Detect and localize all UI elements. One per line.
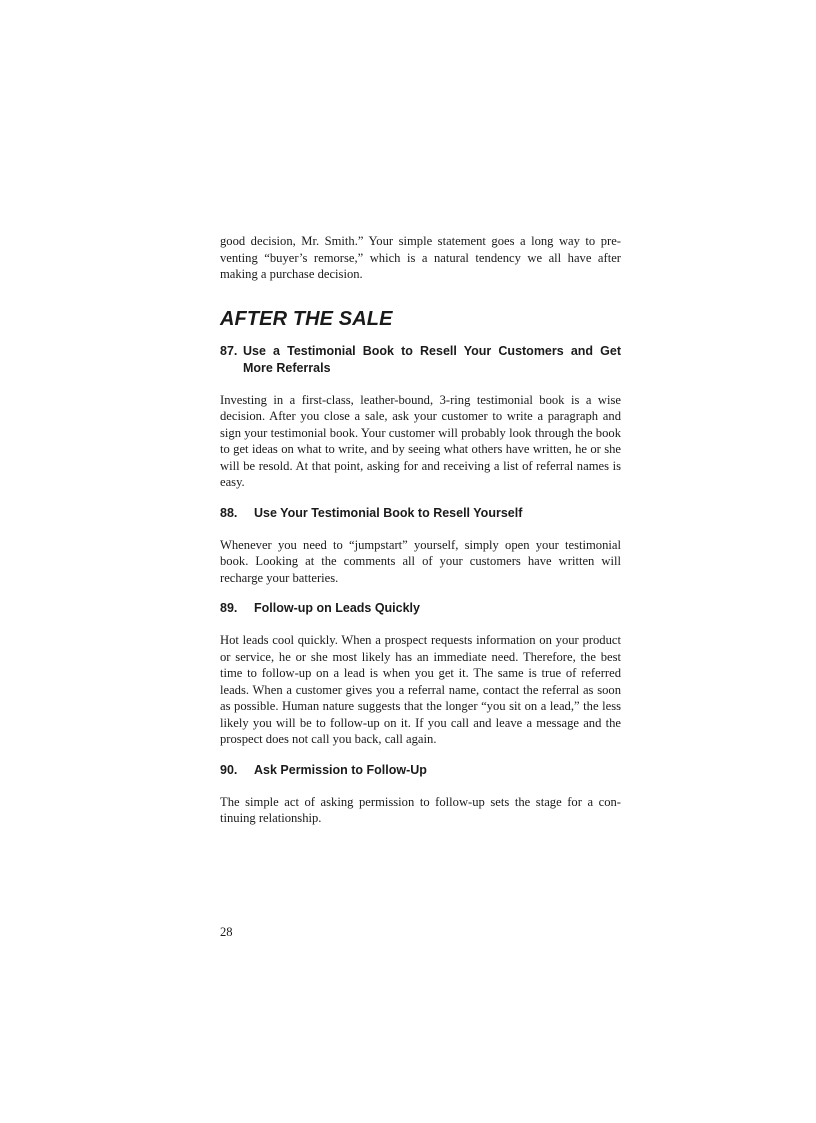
item-title: Follow-up on Leads Quickly <box>254 601 420 615</box>
intro-paragraph: good decision, Mr. Smith.” Your simple statement goes a long way to preventing “buyer’s remorse,” which is a natural tendency we all have after making a purchase decision. <box>220 234 621 281</box>
item-heading-89 <box>220 600 621 617</box>
section-heading: AFTER THE SALE <box>220 307 393 330</box>
item-number: 89. <box>220 601 238 615</box>
item-title: Use a Testimonial Book to Resell Your Customers and Get More Referrals <box>243 343 621 375</box>
item-body-88: Whenever you need to “jumpstart” yourself, simply open your testimonial book. Looking at the comments all of your customers have written will recharge your batteries. <box>220 537 621 585</box>
item-heading-88 <box>220 505 621 522</box>
item-body-89: Hot leads cool quickly. When a prospect requests information on your product or service, he or she most likely has an immediate need. Therefore, the best time to follow-up on a lead is when you get it. The same is true of referred leads. When a customer gives you a referral name, contact the referral as soon as possible. Human nature suggests that the longer “you sit on a lead,” the less likely you will be to follow-up on it. If you call and leave a message and the prospect does not call you back, call again. <box>220 633 621 746</box>
item-body-87: Investing in a first-class, leather-bound, 3-ring testimonial book is a wise decision. After you close a sale, ask your customer to write a paragraph and sign your testimonial book. Your customer will probably look through the book to get ideas on what to write, and by seeing what others have written, he or she will be resold. At that point, asking for and receiving a list of referral names is easy. <box>220 392 621 489</box>
item-body-90: The simple act of asking permission to follow-up sets the stage for a continuing relationship. <box>220 794 621 825</box>
item-number: 87. <box>220 343 238 358</box>
item-title: Use Your Testimonial Book to Resell Yourself <box>254 505 523 520</box>
page-number: 28 <box>220 925 233 939</box>
page-content <box>220 233 621 827</box>
item-number: 88. <box>220 505 238 520</box>
item-number: 90. <box>220 762 238 777</box>
item-heading-90 <box>220 762 621 779</box>
item-heading-87 <box>220 343 621 377</box>
item-title: Ask Permission to Follow-Up <box>254 762 427 777</box>
